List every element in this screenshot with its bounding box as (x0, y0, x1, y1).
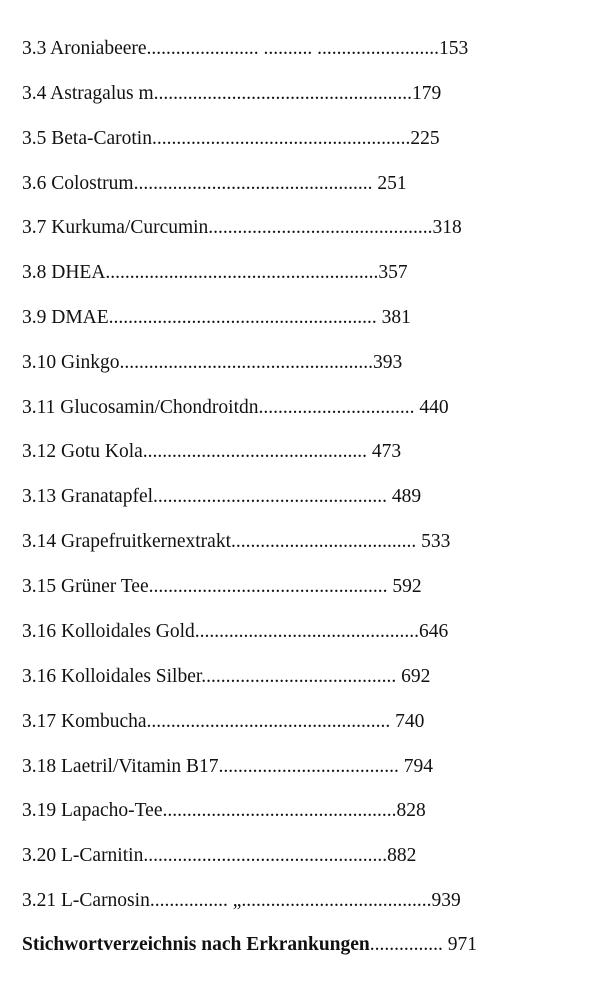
toc-entry: 3.14 Grapefruitkernextrakt...................................... 533 (22, 531, 451, 552)
toc-entry: 3.20 L-Carnitin..................................................882 (22, 845, 417, 866)
toc-entry: 3.8 DHEA........................................................357 (22, 262, 408, 283)
toc-entry: 3.7 Kurkuma/Curcumin..............................................318 (22, 217, 462, 238)
toc-entry: 3.11 Glucosamin/Chondroitdn................................ 440 (22, 397, 449, 418)
toc-entry: 3.13 Granatapfel................................................ 489 (22, 486, 422, 507)
toc-entry: 3.17 Kombucha.................................................. 740 (22, 711, 425, 732)
toc-entry: 3.4 Astragalus m.....................................................179 (22, 83, 442, 104)
toc-entry: 3.3 Aroniabeere....................... .......... .........................153 (22, 38, 469, 59)
toc-entry: 3.10 Ginkgo....................................................393 (22, 352, 403, 373)
toc-entry: 3.15 Grüner Tee................................................. 592 (22, 576, 422, 597)
toc-entry: 3.16 Kolloidales Silber........................................ 692 (22, 666, 431, 687)
toc-entry: 3.5 Beta-Carotin.....................................................225 (22, 128, 440, 149)
toc-entry: 3.21 L-Carnosin................ „.......................................939 (22, 890, 461, 911)
toc-entry: 3.18 Laetril/Vitamin B17..................................... 794 (22, 756, 434, 777)
index-leader-page: ............... 971 (369, 934, 478, 955)
toc-entry-index (22, 932, 477, 958)
toc-entry: 3.12 Gotu Kola.............................................. 473 (22, 441, 402, 462)
index-title: Stichwortverzeichnis nach Erkrankungen (22, 934, 370, 955)
toc-entry: 3.16 Kolloidales Gold..............................................646 (22, 621, 449, 642)
toc-entry: 3.19 Lapacho-Tee................................................828 (22, 800, 426, 821)
toc-entry: 3.6 Colostrum................................................. 251 (22, 173, 407, 194)
toc-entry: 3.9 DMAE....................................................... 381 (22, 307, 411, 328)
